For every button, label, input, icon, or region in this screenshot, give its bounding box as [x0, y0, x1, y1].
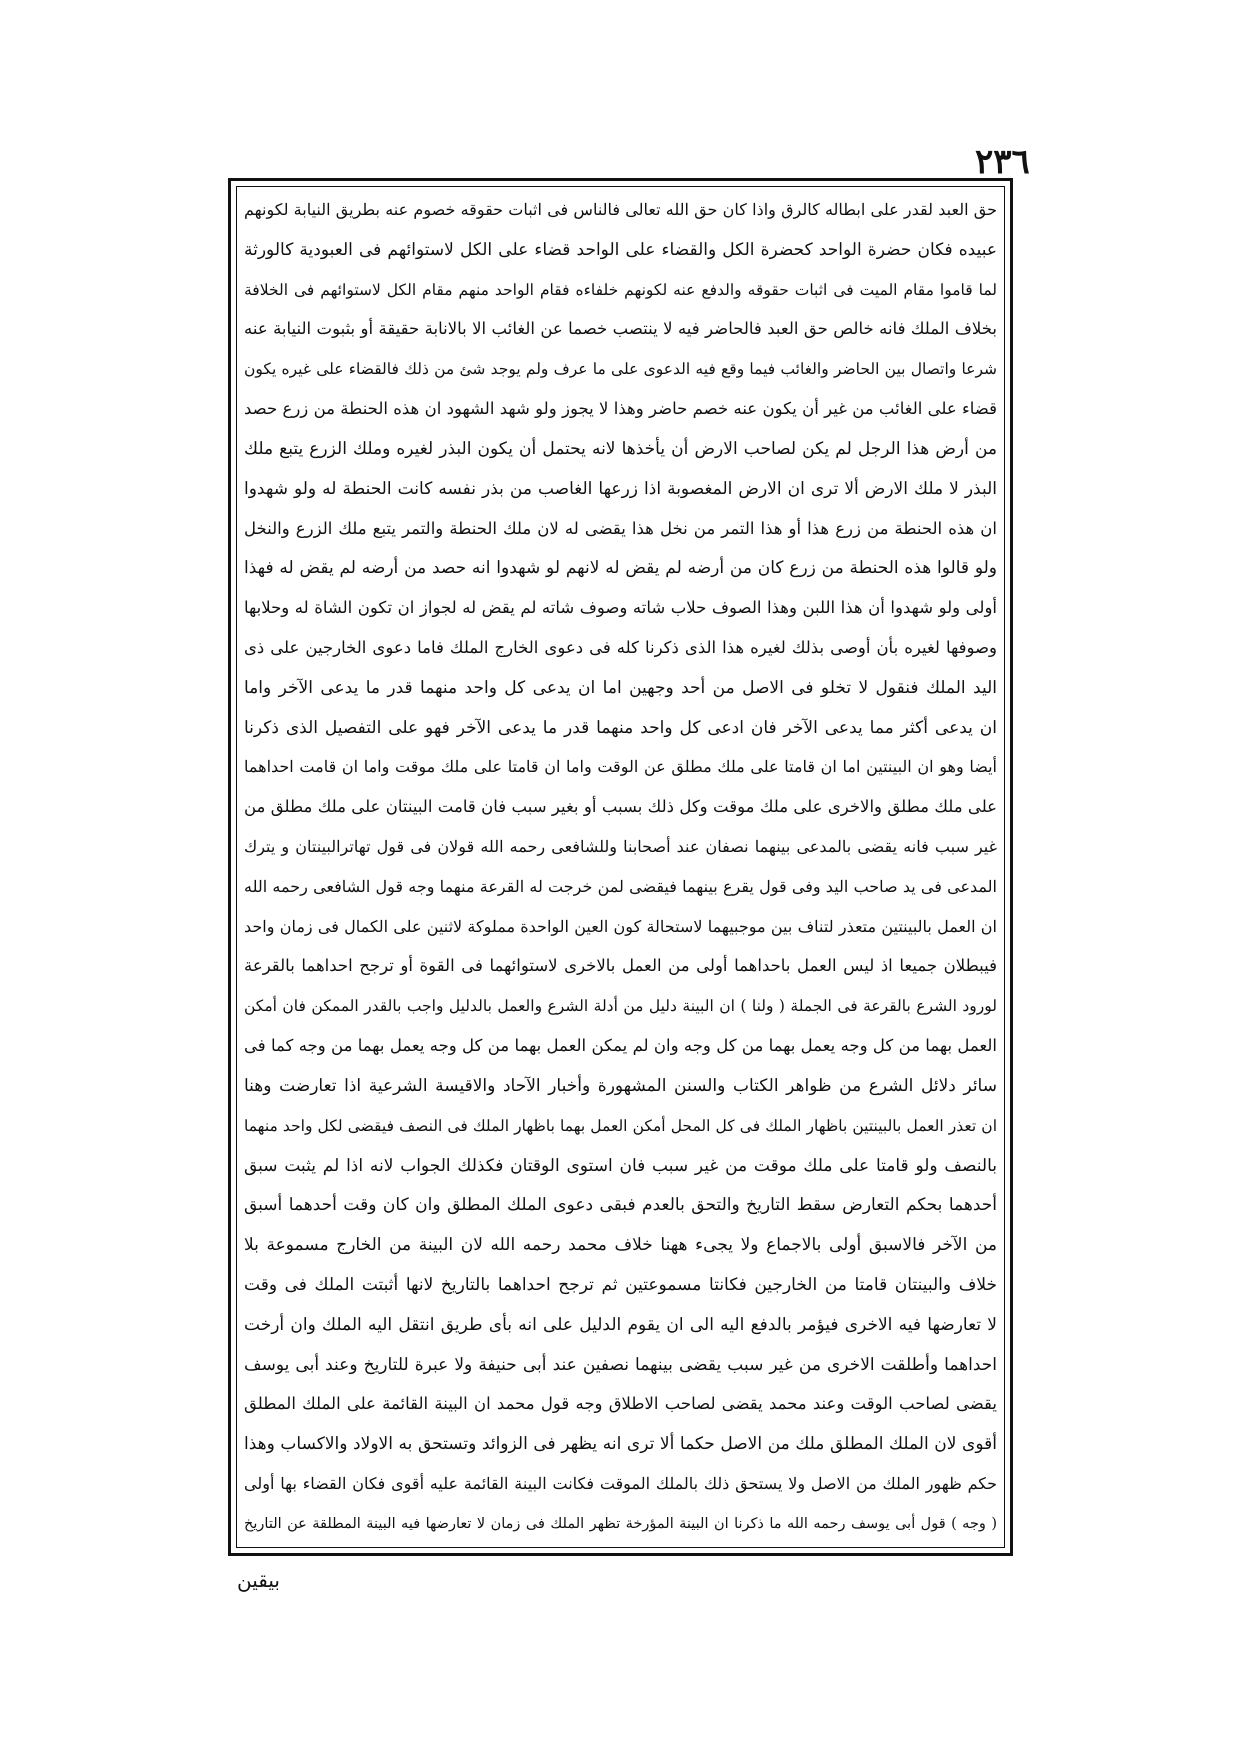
text-line: أحدهما بحكم التعارض سقط التاريخ والتحق بالعدم فبقى دعوى الملك المطلق وان كان وقت أحدهما أسبق: [244, 1195, 997, 1216]
text-line: عبيده فكان حضرة الواحد كحضرة الكل والقضاء على الواحد قضاء على الكل لاستوائهم فى العبودية كالورثة: [244, 239, 997, 260]
text-line: البذر لا ملك الارض ألا ترى ان الارض المغصوبة اذا زرعها الغاصب من بذر نفسه كانت الحنطة له ولو شهدوا: [244, 478, 997, 499]
text-line: وصوفها لغيره بأن أوصى بذلك لغيره هذا الذى ذكرنا كله فى دعوى الخارج الملك فاما دعوى الخارجين على ذى: [244, 637, 997, 657]
text-line: العمل بهما من كل وجه يعمل بهما من كل وجه وان لم يمكن العمل بهما من كل وجه يعمل بهما من وجه كما فى: [244, 1036, 997, 1056]
text-line: فيبطلان جميعا اذ ليس العمل باحداهما أولى من العمل بالاخرى لاستوائهما فى القوة أو ترجح احداهما بالقرعة: [244, 956, 997, 976]
text-line: حق العبد لقدر على ابطاله كالرق واذا كان حق الله تعالى فالناس فى اثبات حقوقه خصوم عنه بطريق النيابة لكونهم: [244, 200, 997, 219]
catchword: بيقين: [237, 1568, 280, 1592]
text-line: بخلاف الملك فانه خالص حق العبد فالحاضر فيه لا ينتصب خصما عن الغائب الا بالانابة حقيقة أو بثبوت النيابة عنه: [244, 319, 997, 339]
text-line: ان العمل بالبينتين متعذر لتناف بين موجبيهما لاستحالة كون العين الواحدة مملوكة لاثنين على الكمال فى زمان واحد: [244, 916, 997, 936]
text-line: سائر دلائل الشرع من ظواهر الكتاب والسنن المشهورة وأخبار الآحاد والاقيسة الشرعية اذا تعارضت وهنا: [244, 1075, 997, 1096]
text-line: شرعا واتصال بين الحاضر والغائب فيما وقع فيه الدعوى على ما عرف ولم يوجد شئ من ذلك فالقضاء على غيره يكون: [244, 360, 997, 379]
text-line: على ملك مطلق والاخرى على ملك موقت وكل ذلك بسبب أو بغير سبب فان قامت البينتان على ملك مطلق من: [244, 797, 997, 817]
text-line: ( وجه ) قول أبى يوسف رحمه الله ما ذكرنا ان البينة المؤرخة تظهر الملك فى زمان لا تعارضها فيه البينة المطلقة عن التاريخ: [244, 1515, 997, 1532]
text-body: [244, 192, 997, 1542]
text-line: لا تعارضها فيه الاخرى فيؤمر بالدفع اليه الى ان يقوم الدليل على انه بأى طريق انتقل اليه الملك وان أرخت: [244, 1314, 997, 1335]
text-line: يقضى لصاحب الوقت وعند محمد يقضى لصاحب الاطلاق وجه قول محمد ان البينة القائمة على الملك المطلق: [244, 1394, 997, 1414]
text-line: أيضا وهو ان البينتين اما ان قامتا على ملك مطلق عن الوقت واما ان قامتا على ملك موقت واما ان قامت احداهما: [244, 757, 997, 777]
text-line: أقوى لان الملك المطلق ملك من الاصل حكما ألا ترى انه يظهر فى الزوائد وتستحق به الاولاد والاكساب وهذا: [244, 1434, 997, 1455]
text-line: بالنصف ولو قامتا على ملك موقت من غير سبب فان استوى الوقتان فكذلك الجواب لانه اذا لم يثبت سبق: [244, 1155, 997, 1176]
text-line: ان تعذر العمل بالبينتين باظهار الملك فى كل المحل أمكن العمل بهما باظهار الملك فى النصف فيقضى لكل واحد منهما: [244, 1116, 997, 1135]
text-line: لما قاموا مقام الميت فى اثبات حقوقه والدفع عنه لكونهم خلفاءه فقام الواحد منهم مقام الكل لاستوائهم فى الخلافة: [244, 280, 997, 299]
text-line: اليد الملك فنقول لا تخلو فى الاصل من أحد وجهين اما ان يدعى كل واحد منهما قدر ما يدعى الآخر واما: [244, 677, 997, 698]
text-line: حكم ظهور الملك من الاصل ولا يستحق ذلك بالملك الموقت فكانت البينة القائمة عليه أقوى فكان القضاء بها أولى: [244, 1474, 997, 1493]
text-line: قضاء على الغائب من غير أن يكون عنه خصم حاضر وهذا لا يجوز ولو شهد الشهود ان هذه الحنطة من زرع حصد: [244, 399, 997, 419]
text-line: لورود الشرع بالقرعة فى الجملة ( ولنا ) ان البينة دليل من أدلة الشرع والعمل بالدليل واجب بالقدر الممكن فان أمكن: [244, 997, 997, 1016]
text-line: من الآخر فالاسبق أولى بالاجماع ولا يجىء ههنا خلاف محمد رحمه الله لان البينة من الخارج مسموعة بلا: [244, 1235, 997, 1256]
page-number: ٢٣٦: [975, 142, 1030, 182]
text-line: غير سبب فانه يقضى بالمدعى بينهما نصفان عند أصحابنا وللشافعى رحمه الله قولان فى قول تهاترالبينتان و يترك: [244, 837, 997, 856]
text-line: احداهما وأطلقت الاخرى من غير سبب يقضى بينهما نصفين عند أبى حنيفة ولا عبرة للتاريخ وعند أبى يوسف: [244, 1354, 997, 1375]
text-line: أولى ولو شهدوا أن هذا اللبن وهذا الصوف حلاب شاته وصوف شاته لم يقض له لجواز ان تكون الشاة له وحلابها: [244, 598, 997, 618]
text-line: المدعى فى يد صاحب اليد وفى قول يقرع بينهما فيقضى لمن خرجت له القرعة منهما وجه قول الشافعى رحمه الله: [244, 876, 997, 896]
text-line: خلاف والبينتان قامتا من الخارجين فكانتا مسموعتين ثم ترجح احداهما بالتاريخ لانها أثبتت الملك فى وقت: [244, 1274, 997, 1295]
text-line: ان هذه الحنطة من زرع هذا أو هذا التمر من نخل هذا يقضى له لان ملك الحنطة والتمر يتبع ملك الزرع والنخل: [244, 518, 997, 538]
text-line: من أرض هذا الرجل لم يكن لصاحب الارض أن يأخذها لانه يحتمل أن يكون البذر لغيره وملك الزرع يتبع ملك: [244, 438, 997, 459]
text-line: ولو قالوا هذه الحنطة من زرع كان من أرضه لم يقض له لانهم لو شهدوا انه حصد من أرضه لم يقض له فهذا: [244, 558, 997, 579]
text-line: ان يدعى أكثر مما يدعى الآخر فان ادعى كل واحد منهما قدر ما يدعى الآخر فهو على التفصيل الذى ذكرنا: [244, 717, 997, 738]
